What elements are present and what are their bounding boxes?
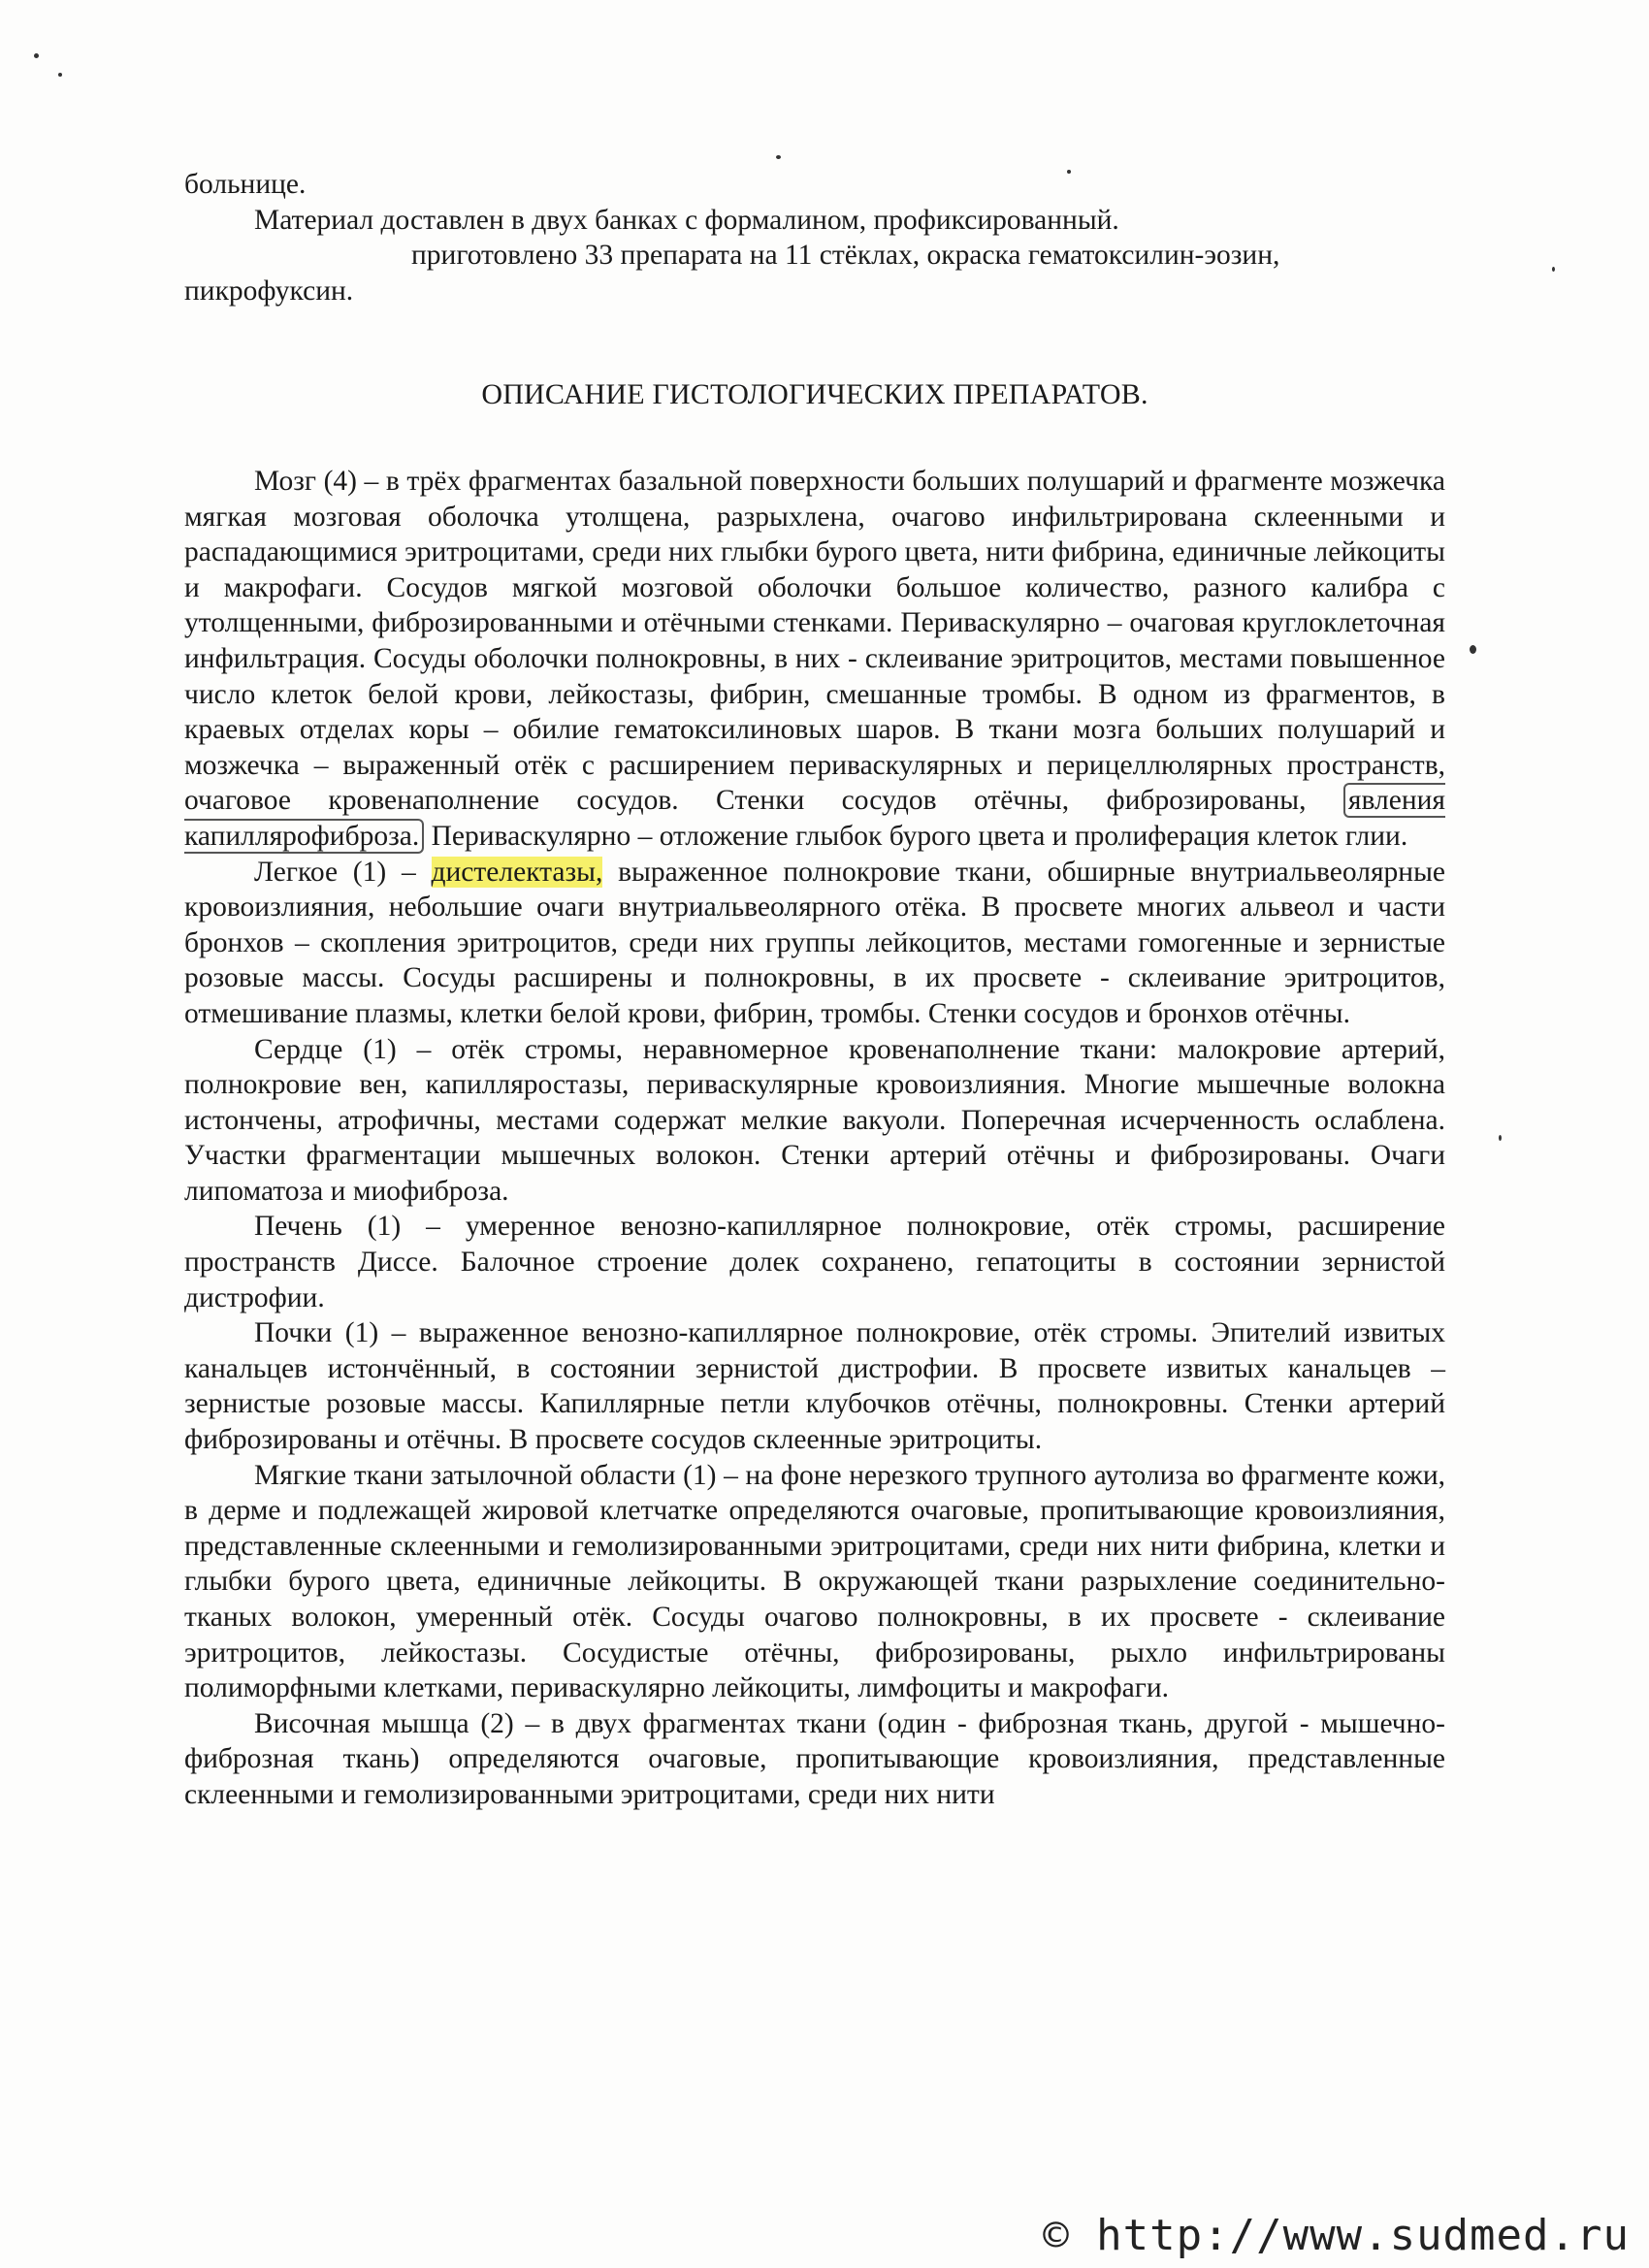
lung-text-a: Легкое (1) – [254, 856, 432, 888]
scan-speck [1552, 267, 1555, 272]
paragraph-liver: Печень (1) – умеренное венозно-капиллярное полнокровие, отёк стромы, расширение пространств Диссе. Балочное строение долек сохранено, гепатоциты в состоянии зернистой дистрофии. [184, 1211, 1445, 1313]
paragraph-brain [184, 464, 1445, 855]
boxed-phrase: явления капиллярофиброза. [184, 785, 1445, 852]
intro-line-2: Материал доставлен в двух банках с формалином, профиксированный. [254, 204, 1119, 236]
scan-speck [776, 155, 781, 159]
scan-speck [34, 53, 39, 58]
paragraph-temporal-muscle: Височная мышца (2) – в двух фрагментах ткани (один - фиброзная ткань, другой - мышечно-фиброзная ткань) определяются очаговые, пропитывающие кровоизлияния, представленные склеенными и гемолизированными эритроцитами, среди них нити [184, 1707, 1445, 1810]
site-watermark: © http://www.sudmed.ru [1043, 2211, 1630, 2260]
paragraph-lung [184, 855, 1445, 1032]
section-heading: ОПИСАНИЕ ГИСТОЛОГИЧЕСКИХ ПРЕПАРАТОВ. [481, 378, 1148, 410]
intro-line-4: пикрофуксин. [184, 275, 354, 307]
body-text [184, 464, 1445, 1813]
scan-speck [1470, 645, 1476, 654]
intro-line-3: приготовлено 33 препарата на 11 стёклах, окраска гематоксилин-эозин, [411, 240, 1280, 272]
highlighted-term: дистелектазы, [431, 856, 603, 888]
intro-block [184, 167, 1445, 308]
scan-speck [58, 73, 62, 77]
intro-line-1: больнице. [184, 169, 307, 200]
brain-text-a: Мозг (4) – в трёх фрагментах базальной поверхности больших полушарий и фрагменте мозжечка мягкая мозговая оболочка утолщена, разрыхлена, очагово инфильтрирована склеенными и распадающимися эритроцитами, среди них глыбки бурого цвета, нити фибрина, единичные лейкоциты и макрофаги. Сосудов мягкой мозговой оболочки большое количество, разного калибра с утолщенными, фиброзированными и отёчными стенками. Периваскулярно – очаговая круглоклеточная инфильтрация. Сосуды оболочки полнокровны, в них - склеивание эритроцитов, местами повышенное число клеток белой крови, лейкостазы, фибрин, смешанные тромбы. В одном из фрагментов, в краевых отделах коры – обилие гематоксилиновых шаров. В ткани мозга больших полушарий и мозжечка – выраженный отёк с расширением периваскулярных и перицеллюлярных пространств, очаговое кровенаполнение сосудов. Стенки сосудов отёчны, фиброзированы, [184, 466, 1445, 817]
paragraph-heart: Сердце (1) – отёк стромы, неравномерное кровенаполнение ткани: малокровие артерий, полнокровие вен, капилляростазы, периваскулярные кровоизлияния. Многие мышечные волокна истончены, атрофичны, местами содержат мелкие вакуоли. Поперечная исчерченность ослаблена. Участки фрагментации мышечных волокон. Стенки артерий отёчны и фиброзированы. Очаги липоматоза и миофиброза. [184, 1033, 1445, 1207]
lung-text-b: выраженное полнокровие ткани, обширные внутриальвеолярные кровоизлияния, небольшие очаги внутриальвеолярного отёка. В просвете многих альвеол и части бронхов – скопления эритроцитов, среди них группы лейкоцитов, местами гомогенные и зернистые розовые массы. Сосуды расширены и полнокровны, в их просвете - склеивание эритроцитов, отмешивание плазмы, клетки белой крови, фибрин, тромбы. Стенки сосудов и бронхов отёчны. [184, 856, 1445, 1029]
scan-speck [1499, 1135, 1502, 1141]
paragraph-soft-tissue: Мягкие ткани затылочной области (1) – на фоне нерезкого трупного аутолиза во фрагменте кожи, в дерме и подлежащей жировой клетчатке определяются очаговые, пропитывающие кровоизлияния, представленные склеенными и гемолизированными эритроцитами, среди них нити фибрина, клетки и глыбки бурого цвета, единичные лейкоциты. В окружающей ткани разрыхление соединительно-тканых волокон, умеренный отёк. Сосуды очагово полнокровны, в их просвете - склеивание эритроцитов, лейкостазы. Сосудистые отёчны, фиброзированы, рыхло инфильтрированы полиморфными клетками, периваскулярно лейкоциты, лимфоциты и макрофаги. [184, 1459, 1445, 1704]
paragraph-kidneys: Почки (1) – выраженное венозно-капиллярное полнокровие, отёк стромы. Эпителий извитых канальцев истончённый, в состоянии зернистой дистрофии. В просвете извитых канальцев – зернистые розовые массы. Капиллярные петли клубочков отёчны, полнокровны. Стенки артерий фиброзированы и отёчны. В просвете сосудов склеенные эритроциты. [184, 1317, 1445, 1456]
brain-text-b: Периваскулярно – отложение глыбок бурого цвета и пролиферация клеток глии. [424, 820, 1408, 852]
